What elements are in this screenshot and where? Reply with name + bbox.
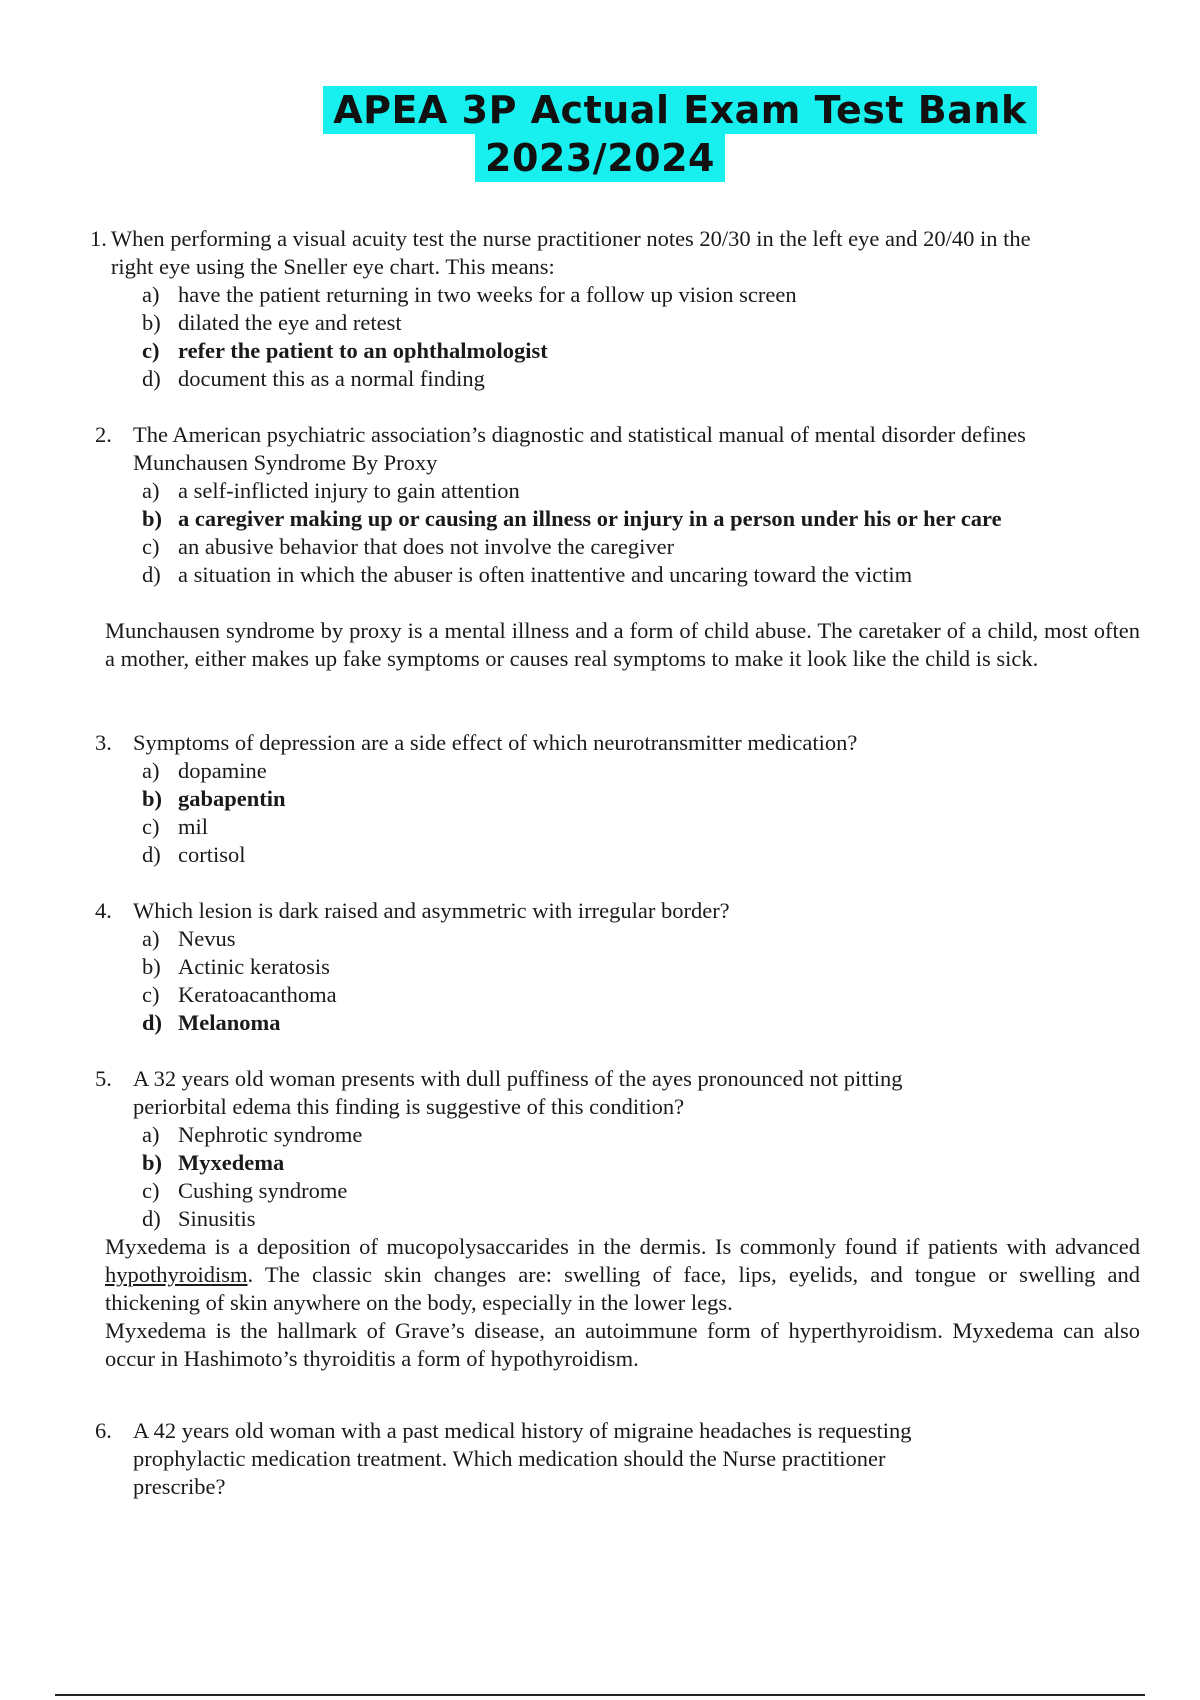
explanation-paragraph-2: Myxedema is the hallmark of Grave’s disease, an autoimmune form of hyperthyroidism. Myxedema can also occur in Hashimoto’s thyroiditis a form of hypothyroidism. xyxy=(105,1318,1140,1371)
explanation-paragraph-1: Myxedema is a deposition of mucopolysaccarides in the dermis. Is commonly found if patients with advanced hypothyroidism. The classic skin changes are: swelling of face, lips, eyelids, and tongue or swelling and thickening of skin anywhere on the body, especially in the lower legs. xyxy=(105,1234,1140,1315)
footer-divider xyxy=(55,1694,1145,1696)
question-3 xyxy=(95,729,1140,869)
option-a: a) dopamine xyxy=(142,758,267,783)
question-text: When performing a visual acuity test the nurse practitioner notes 20/30 in the left eye and 20/40 in the right eye using the Sneller eye chart. This means: xyxy=(110,226,1031,279)
title-line-2: 2023/2024 xyxy=(475,134,725,182)
question-2 xyxy=(95,421,1140,589)
option-a: a) have the patient returning in two weeks for a follow up vision screen xyxy=(142,282,797,307)
explanation-text: Munchausen syndrome by proxy is a mental illness and a form of child abuse. The caretaker of a child, most often a mother, either makes up fake symptoms or causes real symptoms to make it look like the child is sick. xyxy=(105,618,1140,671)
explanation-2 xyxy=(105,617,1140,673)
question-list xyxy=(90,225,1140,1529)
question-6 xyxy=(95,1417,1140,1501)
option-d: d) document this as a normal finding xyxy=(142,366,485,391)
question-stem xyxy=(95,1417,1140,1501)
option-a: a) a self-inflicted injury to gain attention xyxy=(142,478,520,503)
question-text: Symptoms of depression are a side effect of which neurotransmitter medication? xyxy=(133,730,858,755)
question-number: 4. xyxy=(95,898,112,923)
question-4 xyxy=(95,897,1140,1037)
question-text: A 32 years old woman presents with dull puffiness of the ayes pronounced not pitting periorbital edema this finding is suggestive of this condition? xyxy=(133,1066,903,1119)
hypothyroidism-link[interactable]: hypothyroidism xyxy=(105,1262,248,1287)
question-text: The American psychiatric association’s diagnostic and statistical manual of mental disorder defines Munchausen Syndrome By Proxy xyxy=(133,422,1026,475)
option-a: a) Nevus xyxy=(142,926,236,951)
option-d: d) a situation in which the abuser is often inattentive and uncaring toward the victim xyxy=(142,562,913,587)
option-b-correct: b) Myxedema xyxy=(142,1150,285,1175)
question-number: 6. xyxy=(95,1418,112,1443)
title-line-1: APEA 3P Actual Exam Test Bank xyxy=(323,86,1036,134)
document-title xyxy=(0,86,1200,182)
question-number: 3. xyxy=(95,730,112,755)
question-stem xyxy=(90,225,1140,281)
question-number: 1. xyxy=(90,226,107,251)
explanation-5 xyxy=(105,1233,1140,1373)
option-d-correct: d) Melanoma xyxy=(142,1010,281,1035)
option-b: b) dilated the eye and retest xyxy=(142,310,402,335)
option-a: a) Nephrotic syndrome xyxy=(142,1122,363,1147)
option-b-correct: b) a caregiver making up or causing an illness or injury in a person under his or her care xyxy=(142,506,1002,531)
question-text: A 42 years old woman with a past medical history of migraine headaches is requesting prophylactic medication treatment. Which medication should the Nurse practitioner prescribe? xyxy=(133,1418,912,1499)
option-list xyxy=(142,477,1140,589)
option-c: c) Keratoacanthoma xyxy=(142,982,337,1007)
question-stem xyxy=(95,1065,1140,1121)
option-d: d) Sinusitis xyxy=(142,1206,256,1231)
question-text: Which lesion is dark raised and asymmetric with irregular border? xyxy=(133,898,730,923)
option-c: c) mil xyxy=(142,814,209,839)
question-5 xyxy=(95,1065,1140,1233)
question-number: 5. xyxy=(95,1066,112,1091)
option-list xyxy=(142,925,1140,1037)
option-c-correct: c) refer the patient to an ophthalmologist xyxy=(142,338,548,363)
option-b: b) Actinic keratosis xyxy=(142,954,330,979)
question-number: 2. xyxy=(95,422,112,447)
option-list xyxy=(142,1121,1140,1233)
question-1 xyxy=(90,225,1140,393)
option-d: d) cortisol xyxy=(142,842,246,867)
option-list xyxy=(142,757,1140,869)
question-stem xyxy=(95,729,1140,757)
option-b-correct: b) gabapentin xyxy=(142,786,286,811)
question-stem xyxy=(95,897,1140,925)
question-stem xyxy=(95,421,1140,477)
option-c: c) an abusive behavior that does not involve the caregiver xyxy=(142,534,675,559)
option-c: c) Cushing syndrome xyxy=(142,1178,348,1203)
option-list xyxy=(142,281,1140,393)
